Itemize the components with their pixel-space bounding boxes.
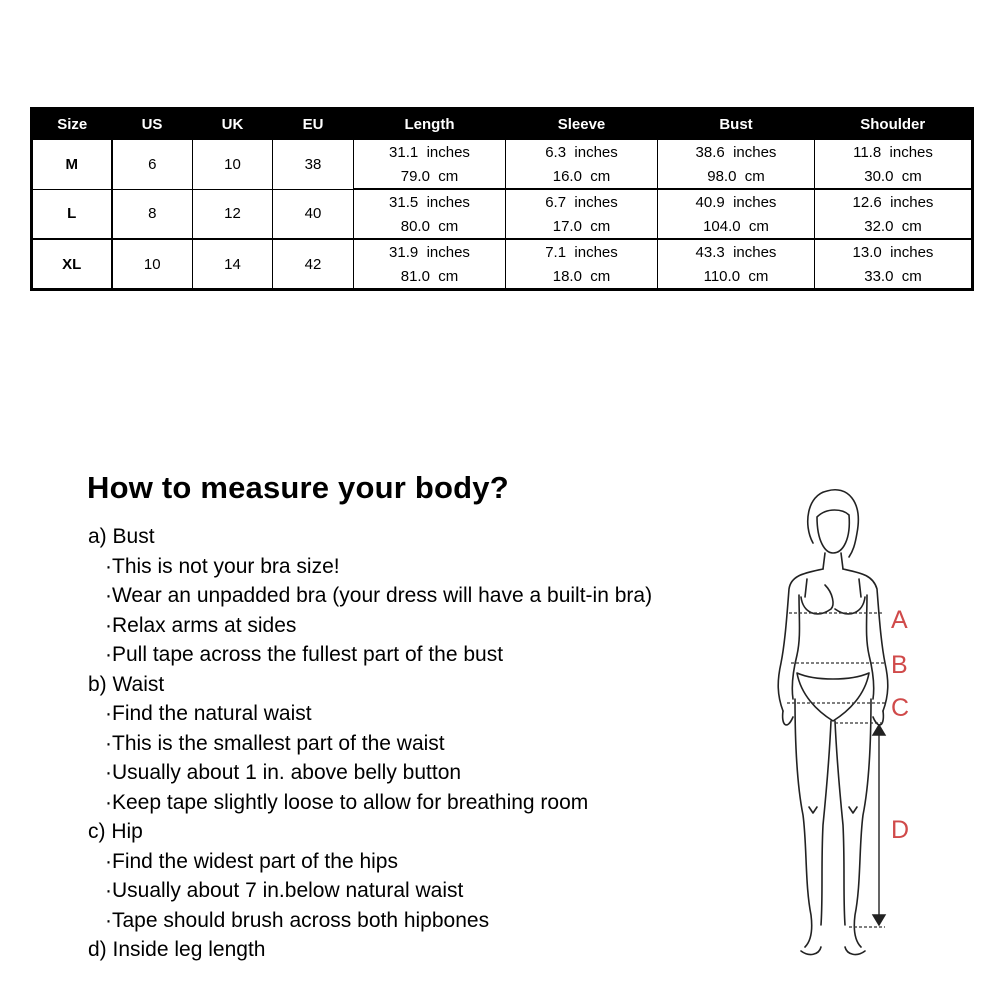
us-cell: 6 — [112, 140, 193, 190]
shoulder-cm-cell: 33.0 cm — [815, 264, 973, 290]
header-uk: UK — [193, 109, 273, 140]
list-item: ·Usually about 1 in. above belly button — [105, 761, 462, 784]
list-item: ·Tape should brush across both hipbones — [105, 908, 490, 932]
right-leg — [854, 699, 871, 947]
left-hand — [783, 711, 793, 725]
eu-cell: 40 — [273, 189, 354, 239]
hip-heading: c) Hip — [88, 820, 143, 843]
label-d: D — [891, 816, 910, 844]
shoulder-inches-cell: 11.8 inches — [815, 140, 973, 165]
arrow-down-icon — [873, 915, 885, 925]
length-cm-cell: 80.0 cm — [354, 214, 506, 239]
hair-outline — [808, 490, 859, 557]
eu-cell: 38 — [273, 140, 354, 190]
size-cell: XL — [32, 239, 112, 290]
list-item: ·Wear an unpadded bra (your dress will have a built-in bra) — [105, 584, 653, 607]
right-waist — [867, 595, 874, 699]
bust-heading: a) Bust — [88, 525, 155, 548]
table-row — [32, 239, 973, 264]
eu-cell: 42 — [273, 239, 354, 290]
list-item: ·This is not your bra size! — [105, 554, 340, 578]
length-inches-cell: 31.9 inches — [354, 239, 506, 264]
bra-outline — [801, 585, 865, 614]
shoulder-cm-cell: 32.0 cm — [815, 214, 973, 239]
sleeve-cm-cell: 17.0 cm — [506, 214, 658, 239]
header-us: US — [112, 109, 193, 140]
sleeve-inches-cell: 6.7 inches — [506, 189, 658, 214]
body-measurement-figure — [765, 485, 925, 965]
list-item: ·Relax arms at sides — [105, 613, 297, 637]
arrow-up-icon — [873, 725, 885, 735]
list-item: ·This is the smallest part of the waist — [105, 731, 445, 755]
table-header-row — [32, 109, 973, 140]
label-c: C — [891, 694, 910, 722]
panties-outline — [797, 673, 869, 721]
us-cell: 8 — [112, 189, 193, 239]
size-cell: M — [32, 140, 112, 190]
bust-cm-cell: 110.0 cm — [658, 264, 815, 290]
face-outline — [817, 510, 849, 553]
shoulder-inches-cell: 13.0 inches — [815, 239, 973, 264]
size-cell: L — [32, 189, 112, 239]
torso-left — [778, 569, 823, 711]
header-eu: EU — [273, 109, 354, 140]
feet-outline — [801, 947, 865, 954]
inner-left-leg — [821, 721, 831, 925]
label-a: A — [891, 606, 908, 634]
length-inches-cell: 31.5 inches — [354, 189, 506, 214]
list-item: ·Pull tape across the fullest part of the bust — [105, 643, 504, 666]
sleeve-cm-cell: 16.0 cm — [506, 164, 658, 189]
header-size: Size — [32, 109, 112, 140]
header-length: Length — [354, 109, 506, 140]
guide-title: How to measure your body? — [87, 470, 509, 505]
bust-cm-cell: 104.0 cm — [658, 214, 815, 239]
bust-inches-cell: 38.6 inches — [658, 140, 815, 165]
header-sleeve: Sleeve — [506, 109, 658, 140]
size-chart-table — [30, 107, 974, 291]
length-inches-cell: 31.1 inches — [354, 140, 506, 165]
table-row — [32, 189, 973, 214]
bust-inches-cell: 43.3 inches — [658, 239, 815, 264]
list-item: ·Keep tape slightly loose to allow for breathing room — [105, 790, 589, 814]
bust-cm-cell: 98.0 cm — [658, 164, 815, 189]
left-leg — [795, 699, 812, 947]
list-item: ·Usually about 7 in.below natural waist — [105, 879, 464, 902]
shoulder-inches-cell: 12.6 inches — [815, 189, 973, 214]
header-bust: Bust — [658, 109, 815, 140]
bust-inches-cell: 40.9 inches — [658, 189, 815, 214]
neck-outline — [823, 553, 843, 569]
uk-cell: 14 — [193, 239, 273, 290]
inside-leg-heading: d) Inside leg length — [88, 938, 266, 961]
torso-right — [843, 569, 888, 711]
waist-heading: b) Waist — [88, 672, 165, 696]
list-item: ·Find the widest part of the hips — [105, 849, 398, 873]
sleeve-cm-cell: 18.0 cm — [506, 264, 658, 290]
sleeve-inches-cell: 7.1 inches — [506, 239, 658, 264]
sleeve-inches-cell: 6.3 inches — [506, 140, 658, 165]
uk-cell: 10 — [193, 140, 273, 190]
label-b: B — [891, 651, 908, 679]
inner-right-leg — [835, 721, 845, 925]
length-cm-cell: 81.0 cm — [354, 264, 506, 290]
bra-straps — [805, 579, 861, 597]
knee-marks — [809, 807, 857, 813]
uk-cell: 12 — [193, 189, 273, 239]
us-cell: 10 — [112, 239, 193, 290]
table-row — [32, 140, 973, 165]
length-cm-cell: 79.0 cm — [354, 164, 506, 189]
measure-instructions-list — [88, 522, 652, 965]
shoulder-cm-cell: 30.0 cm — [815, 164, 973, 189]
header-shoulder: Shoulder — [815, 109, 973, 140]
list-item: ·Find the natural waist — [105, 702, 312, 725]
left-waist — [792, 595, 799, 699]
